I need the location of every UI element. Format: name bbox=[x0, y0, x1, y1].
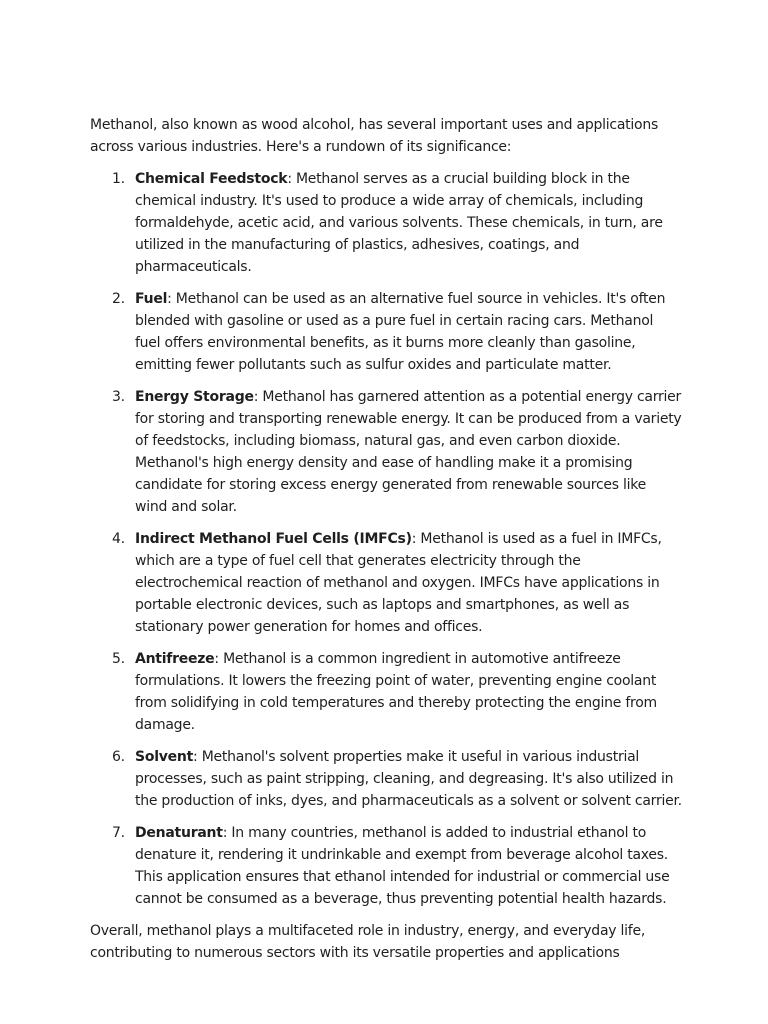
list-item bbox=[90, 528, 682, 638]
closing-paragraph: Overall, methanol plays a multifaceted role in industry, energy, and everyday life, contributing to numerous sectors with its versatile properties and applications bbox=[90, 923, 646, 961]
list-item bbox=[90, 746, 682, 812]
list-number: 4. bbox=[112, 531, 125, 547]
list-item bbox=[90, 168, 682, 278]
list-term: Denaturant bbox=[135, 825, 223, 841]
list-term: Energy Storage bbox=[135, 389, 254, 405]
list-term: Chemical Feedstock bbox=[135, 171, 288, 187]
list-text: : In many countries, methanol is added to industrial ethanol to denature it, rendering it undrinkable and exempt from beverage alcohol taxes. This application ensures that ethanol intended for industrial or commercial use cannot be consumed as a beverage, thus preventing potential health hazards. bbox=[135, 825, 670, 907]
list-text: : Methanol can be used as an alternative fuel source in vehicles. It's often blended with gasoline or used as a pure fuel in certain racing cars. Methanol fuel offers environmental benefits, as it burns more cleanly than gasoline, emitting fewer pollutants such as sulfur oxides and particulate matter. bbox=[135, 291, 666, 373]
list-term: Indirect Methanol Fuel Cells (IMFCs) bbox=[135, 531, 412, 547]
list-number: 5. bbox=[112, 651, 125, 667]
list-item bbox=[90, 386, 682, 518]
list-term: Antifreeze bbox=[135, 651, 215, 667]
list-text: : Methanol is a common ingredient in automotive antifreeze formulations. It lowers the freezing point of water, preventing engine coolant from solidifying in cold temperatures and thereby protecting the engine from damage. bbox=[135, 651, 657, 733]
list-text: : Methanol's solvent properties make it useful in various industrial processes, such as paint stripping, cleaning, and degreasing. It's also utilized in the production of inks, dyes, and pharmaceuticals as a solvent or solvent carrier. bbox=[135, 749, 682, 809]
list-number: 6. bbox=[112, 749, 125, 765]
list-term: Solvent bbox=[135, 749, 194, 765]
list-number: 2. bbox=[112, 291, 125, 307]
list-text: : Methanol serves as a crucial building block in the chemical industry. It's used to produce a wide array of chemicals, including formaldehyde, acetic acid, and various solvents. These chemicals, in turn, are utilized in the manufacturing of plastics, adhesives, coatings, and pharmaceuticals. bbox=[135, 171, 663, 275]
list-text: : Methanol is used as a fuel in IMFCs, which are a type of fuel cell that generates electricity through the electrochemical reaction of methanol and oxygen. IMFCs have applications in portable electronic devices, such as laptops and smartphones, as well as stationary power generation for homes and offices. bbox=[135, 531, 662, 635]
list-item bbox=[90, 288, 682, 376]
intro-paragraph: Methanol, also known as wood alcohol, has several important uses and applications across various industries. Here's a rundown of its significance: bbox=[90, 117, 659, 155]
uses-list bbox=[90, 168, 682, 910]
list-item bbox=[90, 822, 682, 910]
list-term: Fuel bbox=[135, 291, 168, 307]
document-body bbox=[90, 114, 682, 964]
list-number: 3. bbox=[112, 389, 125, 405]
list-text: : Methanol has garnered attention as a potential energy carrier for storing and transporting renewable energy. It can be produced from a variety of feedstocks, including biomass, natural gas, and even carbon dioxide. Methanol's high energy density and ease of handling make it a promising candidate for storing excess energy generated from renewable sources like wind and solar. bbox=[135, 389, 682, 515]
list-item bbox=[90, 648, 682, 736]
list-number: 1. bbox=[112, 171, 125, 187]
list-number: 7. bbox=[112, 825, 125, 841]
